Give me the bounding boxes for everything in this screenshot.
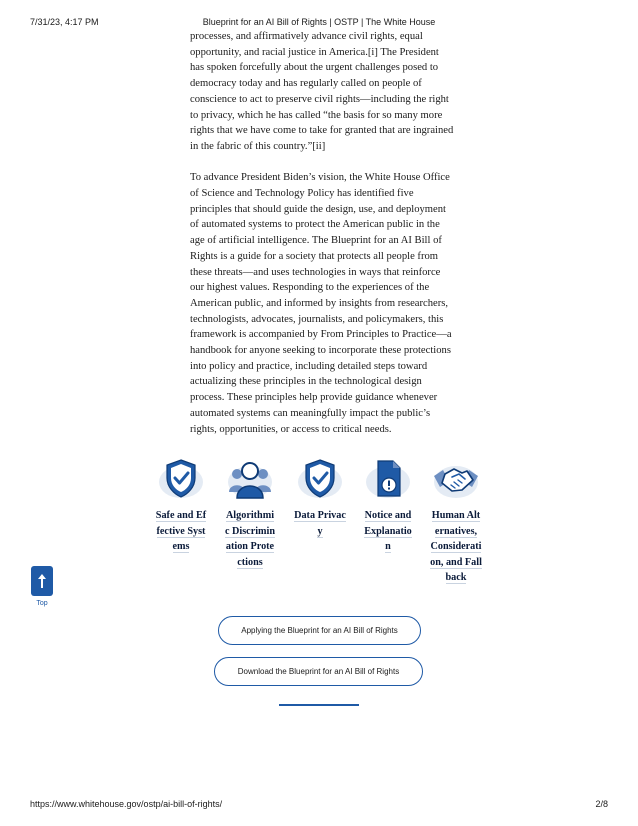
principles-list: [155, 456, 485, 606]
principle-label: Algorithmic Discrimination Protections: [224, 510, 276, 568]
arrow-up-icon: [37, 573, 47, 589]
print-datetime: 7/31/23, 4:17 PM: [30, 17, 99, 27]
principle-notice-explanation[interactable]: [362, 456, 414, 555]
back-to-top-button[interactable]: [31, 566, 53, 596]
principle-label: Safe and Effective Systems: [155, 510, 207, 552]
print-page-title: Blueprint for an AI Bill of Rights | OSTP | The White House: [202, 17, 436, 27]
applying-blueprint-button[interactable]: Applying the Blueprint for an AI Bill of Rights: [218, 616, 421, 645]
principle-data-privacy[interactable]: [294, 456, 346, 539]
principle-label: Notice and Explanation: [364, 510, 412, 552]
principle-human-alternatives[interactable]: [430, 456, 482, 586]
principle-safe-effective[interactable]: [155, 456, 207, 555]
section-divider: [279, 704, 359, 706]
handshake-icon: [432, 456, 480, 502]
article-paragraph: processes, and affirmatively advance civil rights, equal opportunity, and racial justice in America.[i] The President has spoken forcefully about the urgent challenges posed to democracy today and has regularly called on people of conscience to act to preserve civil rights—including the right to privacy, which he has called “the basis for so many more rights that we have come to take for granted that are ingrained in the fabric of this country.”[ii]: [190, 31, 454, 152]
shield-check-icon: [296, 456, 344, 502]
document-alert-icon: [364, 456, 412, 502]
print-page-number: 2/8: [595, 799, 608, 809]
article-body: [190, 29, 455, 453]
article-paragraph: To advance President Biden’s vision, the White House Office of Science and Technology Policy has identified five principles that should guide the design, use, and deployment of automated systems to protect the American public in the age of artificial intelligence. The Blueprint for an AI Bill of Rights is a guide for a society that protects all people from these threats—and uses technologies in ways that reinforce our highest values. Responding to the experiences of the American public, and informed by insights from researchers, technologists, advocates, journalists, and policymakers, this framework is accompanied by From Principles to Practice—a handbook for anyone seeking to incorporate these protections into policy and practice, including detailed steps toward actualizing these principles in the technological design process. These principles help provide guidance whenever automated systems can meaningfully impact the public’s rights, opportunities, or access to critical needs.: [190, 172, 452, 435]
people-group-icon: [226, 456, 274, 502]
principle-label: Data Privacy: [294, 510, 346, 537]
download-blueprint-button[interactable]: Download the Blueprint for an AI Bill of Rights: [214, 657, 423, 686]
principle-algorithmic-discrimination[interactable]: [224, 456, 276, 570]
back-to-top-label[interactable]: Top: [36, 600, 48, 607]
print-url: https://www.whitehouse.gov/ostp/ai-bill-of-rights/: [30, 799, 223, 809]
shield-check-icon: [157, 456, 205, 502]
principle-label: Human Alternatives, Consideration, and Fallback: [430, 510, 482, 583]
